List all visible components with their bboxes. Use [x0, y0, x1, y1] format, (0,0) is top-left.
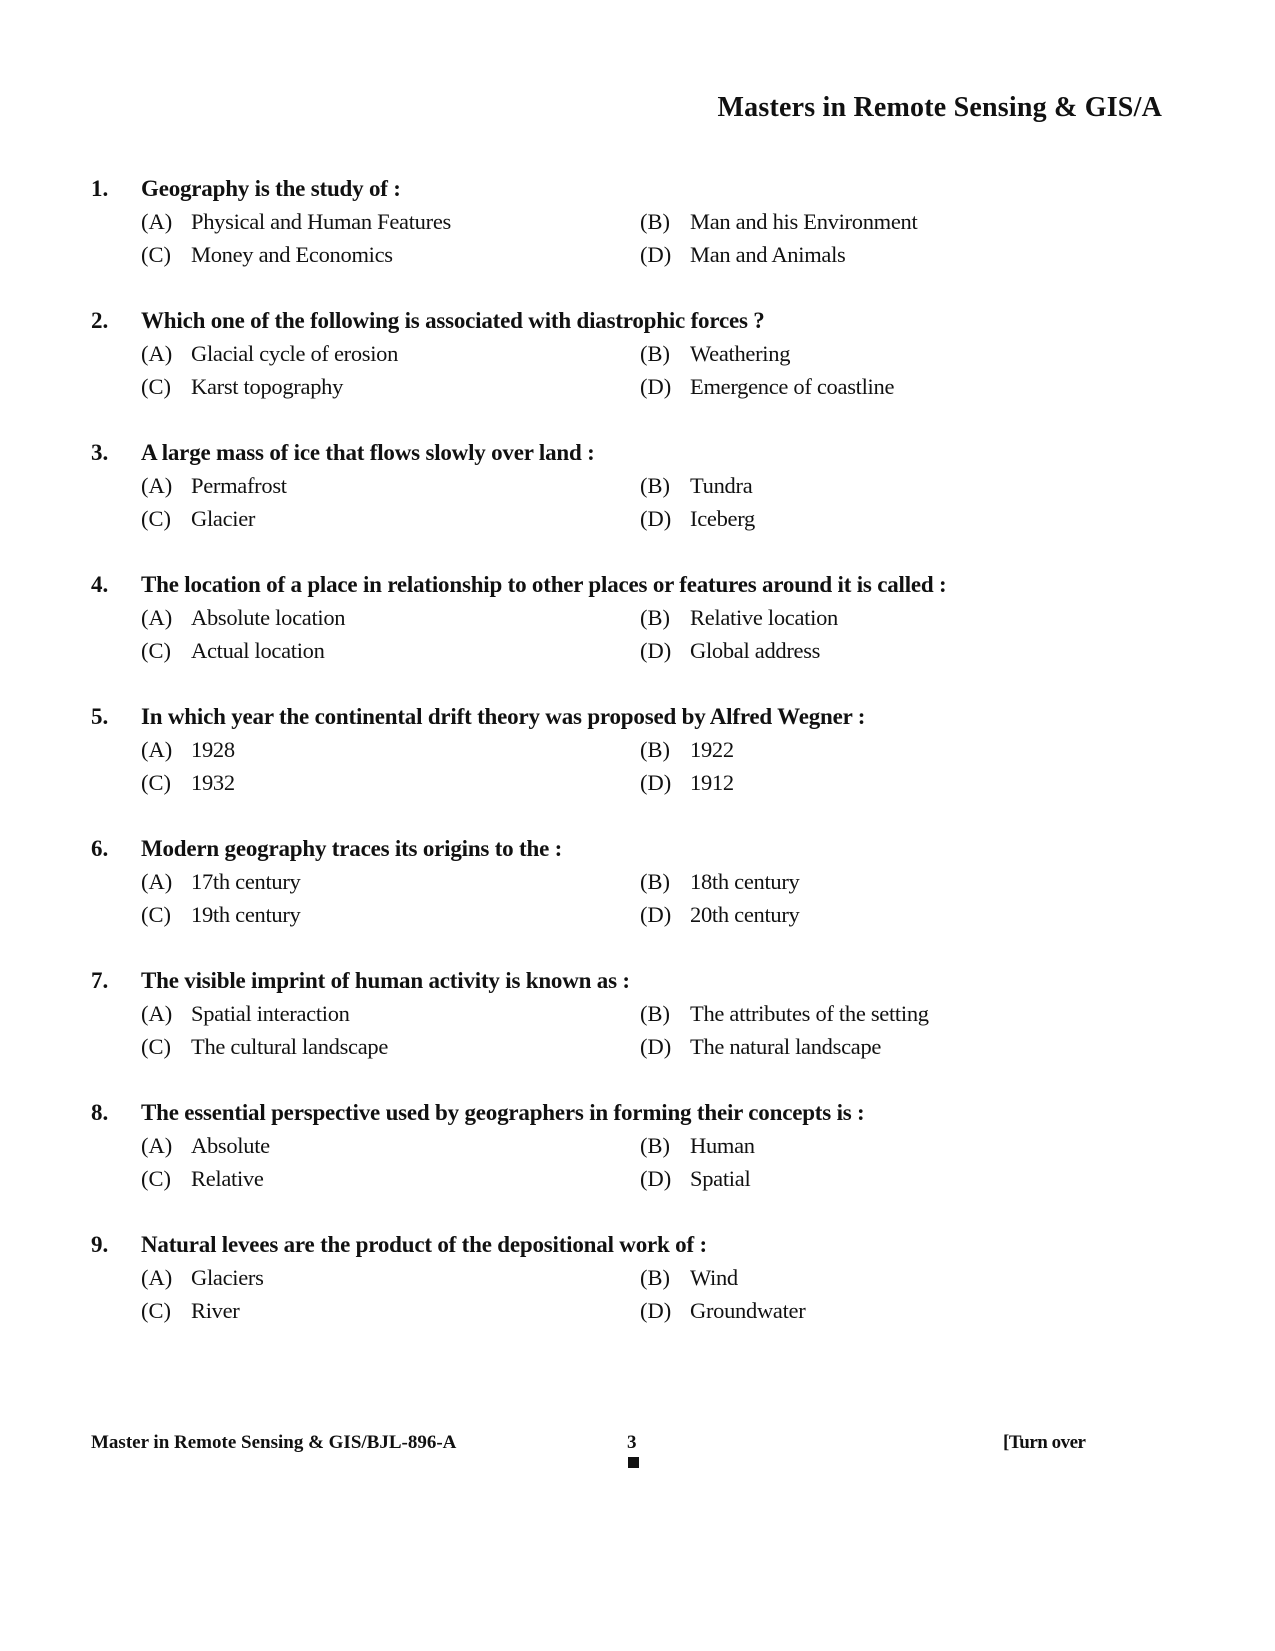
question-stem — [91, 572, 1191, 605]
option-text: The attributes of the setting — [690, 1001, 929, 1026]
question-stem — [91, 176, 1191, 209]
option-letter: (C) — [141, 1166, 171, 1191]
option-letter: (C) — [141, 638, 171, 663]
square-marker-icon — [628, 1457, 639, 1468]
option-text: Karst topography — [191, 374, 344, 399]
option-letter: (D) — [640, 242, 672, 267]
option-text: Wind — [690, 1265, 738, 1290]
option-letter: (D) — [640, 1034, 672, 1059]
option-text: The cultural landscape — [191, 1034, 389, 1059]
question-number: 5. — [91, 704, 109, 729]
option-row — [91, 605, 1191, 638]
option-text: Glacier — [191, 506, 256, 531]
question-stem — [91, 1232, 1191, 1265]
option-letter: (A) — [141, 473, 173, 498]
option-text: 1922 — [690, 737, 734, 762]
question-9 — [91, 1232, 1191, 1331]
option-text: 1928 — [191, 737, 235, 762]
option-text: Relative location — [690, 605, 838, 630]
option-text: Money and Economics — [191, 242, 393, 267]
option-letter: (B) — [640, 1133, 670, 1158]
option-row — [91, 869, 1191, 902]
option-letter: (A) — [141, 1001, 173, 1026]
question-4 — [91, 572, 1191, 671]
option-letter: (D) — [640, 770, 672, 795]
option-letter: (B) — [640, 1001, 670, 1026]
option-letter: (B) — [640, 209, 670, 234]
option-letter: (D) — [640, 374, 672, 399]
question-2 — [91, 308, 1191, 407]
option-row — [91, 638, 1191, 671]
option-text: Emergence of coastline — [690, 374, 895, 399]
question-text: The visible imprint of human activity is known as : — [141, 968, 630, 993]
option-text: 20th century — [690, 902, 800, 927]
option-text: Weathering — [690, 341, 791, 366]
option-text: 18th century — [690, 869, 800, 894]
question-number: 1. — [91, 176, 109, 201]
option-row — [91, 1166, 1191, 1199]
option-row — [91, 1265, 1191, 1298]
question-5 — [91, 704, 1191, 803]
option-text: Spatial interaction — [191, 1001, 350, 1026]
option-letter: (A) — [141, 209, 173, 234]
question-number: 4. — [91, 572, 109, 597]
question-6 — [91, 836, 1191, 935]
option-letter: (B) — [640, 1265, 670, 1290]
question-8 — [91, 1100, 1191, 1199]
question-stem — [91, 440, 1191, 473]
option-text: Absolute — [191, 1133, 270, 1158]
option-letter: (D) — [640, 638, 672, 663]
option-text: Man and Animals — [690, 242, 846, 267]
question-stem — [91, 308, 1191, 341]
option-text: Iceberg — [690, 506, 755, 531]
option-text: Spatial — [690, 1166, 751, 1191]
option-letter: (C) — [141, 242, 171, 267]
option-row — [91, 341, 1191, 374]
question-7 — [91, 968, 1191, 1067]
option-text: Groundwater — [690, 1298, 806, 1323]
option-letter: (A) — [141, 605, 173, 630]
option-text: Global address — [690, 638, 821, 663]
option-text: River — [191, 1298, 240, 1323]
option-letter: (A) — [141, 1265, 173, 1290]
question-stem — [91, 968, 1191, 1001]
option-row — [91, 209, 1191, 242]
option-letter: (A) — [141, 869, 173, 894]
option-row — [91, 1001, 1191, 1034]
question-stem — [91, 836, 1191, 869]
option-letter: (B) — [640, 473, 670, 498]
option-text: 17th century — [191, 869, 301, 894]
question-number: 6. — [91, 836, 109, 861]
question-3 — [91, 440, 1191, 539]
option-row — [91, 473, 1191, 506]
option-text: Actual location — [191, 638, 325, 663]
option-text: Absolute location — [191, 605, 346, 630]
option-row — [91, 770, 1191, 803]
option-row — [91, 902, 1191, 935]
option-text: The natural landscape — [690, 1034, 882, 1059]
option-letter: (B) — [640, 869, 670, 894]
question-number: 7. — [91, 968, 109, 993]
option-letter: (B) — [640, 737, 670, 762]
option-text: Tundra — [690, 473, 753, 498]
question-text: In which year the continental drift theory was proposed by Alfred Wegner : — [141, 704, 866, 729]
option-letter: (C) — [141, 902, 171, 927]
question-text: Which one of the following is associated with diastrophic forces ? — [141, 308, 765, 333]
question-text: The essential perspective used by geographers in forming their concepts is : — [141, 1100, 865, 1125]
option-row — [91, 374, 1191, 407]
option-letter: (B) — [640, 605, 670, 630]
option-row — [91, 737, 1191, 770]
option-row — [91, 506, 1191, 539]
option-text: Relative — [191, 1166, 264, 1191]
option-text: Glaciers — [191, 1265, 264, 1290]
footer-page-number: 3 — [627, 1432, 637, 1453]
option-row — [91, 242, 1191, 275]
option-text: Glacial cycle of erosion — [191, 341, 399, 366]
question-text: Natural levees are the product of the depositional work of : — [141, 1232, 707, 1257]
question-number: 8. — [91, 1100, 109, 1125]
option-letter: (A) — [141, 1133, 173, 1158]
question-text: The location of a place in relationship to other places or features around it is called : — [141, 572, 947, 597]
question-text: Modern geography traces its origins to the : — [141, 836, 563, 861]
option-row — [91, 1133, 1191, 1166]
question-stem — [91, 704, 1191, 737]
option-text: Human — [690, 1133, 755, 1158]
option-text: 1932 — [191, 770, 235, 795]
question-text: A large mass of ice that flows slowly over land : — [141, 440, 595, 465]
question-number: 2. — [91, 308, 109, 333]
option-letter: (C) — [141, 506, 171, 531]
option-row — [91, 1034, 1191, 1067]
option-letter: (C) — [141, 1034, 171, 1059]
option-letter: (A) — [141, 341, 173, 366]
option-letter: (A) — [141, 737, 173, 762]
option-text: Man and his Environment — [690, 209, 918, 234]
option-letter: (C) — [141, 374, 171, 399]
question-stem — [91, 1100, 1191, 1133]
option-text: Physical and Human Features — [191, 209, 451, 234]
option-text: 1912 — [690, 770, 734, 795]
option-letter: (D) — [640, 902, 672, 927]
option-text: 19th century — [191, 902, 301, 927]
question-number: 3. — [91, 440, 109, 465]
option-letter: (D) — [640, 1298, 672, 1323]
footer-turn-over: [Turn over — [1003, 1432, 1086, 1453]
option-letter: (D) — [640, 506, 672, 531]
page-header-title: Masters in Remote Sensing & GIS/A — [717, 92, 1162, 123]
option-row — [91, 1298, 1191, 1331]
question-1 — [91, 176, 1191, 275]
option-letter: (C) — [141, 1298, 171, 1323]
footer-paper-code: Master in Remote Sensing & GIS/BJL-896-A — [91, 1432, 457, 1453]
option-text: Permafrost — [191, 473, 287, 498]
option-letter: (C) — [141, 770, 171, 795]
option-letter: (D) — [640, 1166, 672, 1191]
option-letter: (B) — [640, 341, 670, 366]
question-text: Geography is the study of : — [141, 176, 401, 201]
question-number: 9. — [91, 1232, 109, 1257]
